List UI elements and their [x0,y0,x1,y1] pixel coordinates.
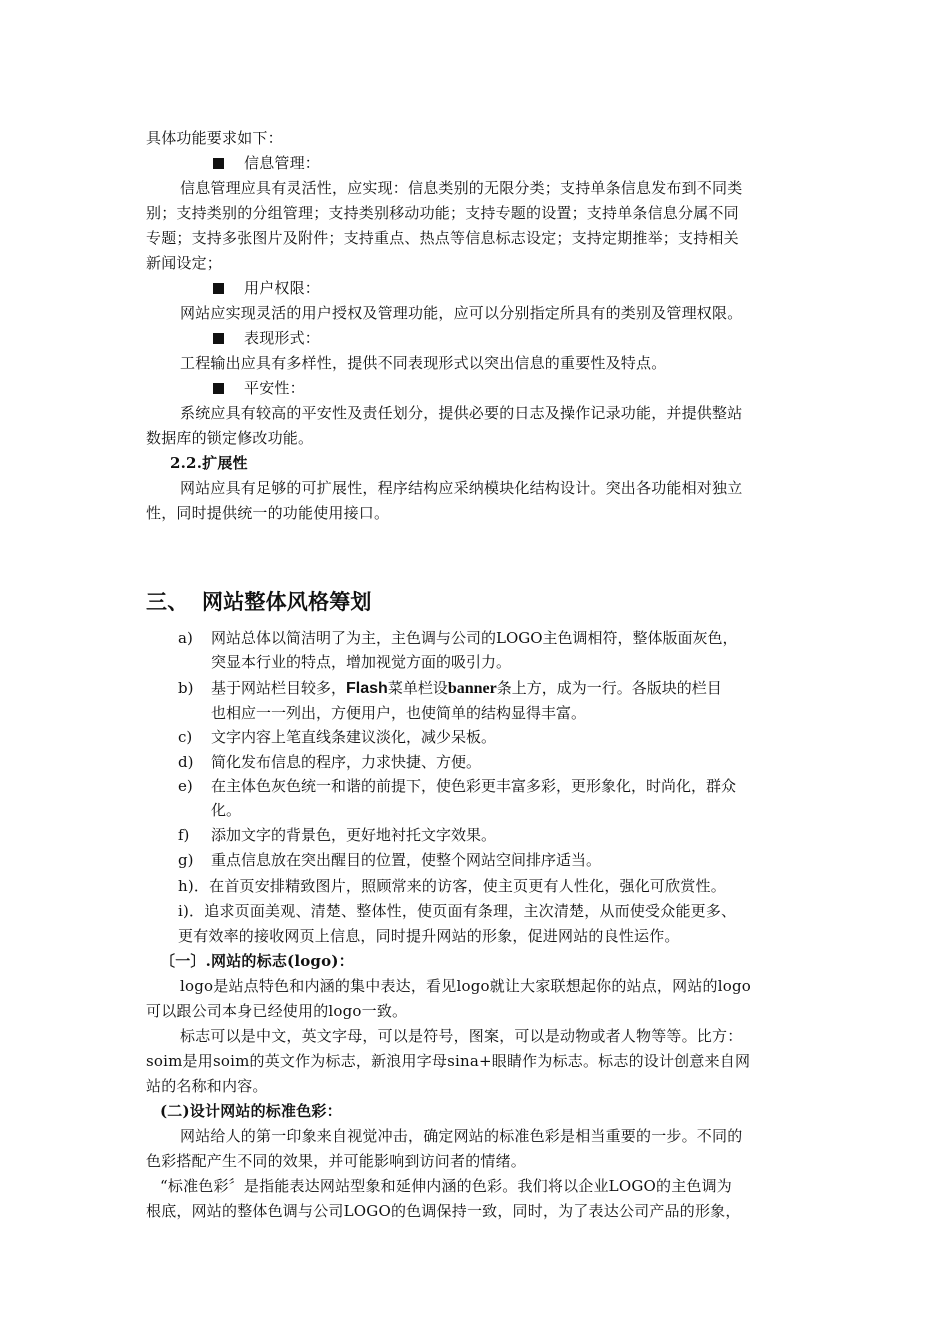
list-item: b) 基于网站栏目较多，Flash菜单栏设banner条上方，成为一行。各版块的栏目 也相应一一列出，方便用户，也使简单的结构显得丰富。 [178,676,806,724]
bullet-presentation: 表现形式： [213,328,873,348]
list-item: a) 网站总体以简洁明了为主，主色调与公司的LOGO主色调相符，整体版面灰色， 突显本行业的特点，增加视觉方面的吸引力。 [178,626,806,674]
list-item-i: i)．追求页面美观、清楚、整体性，使页面有条理，主次清楚，从而使受众能更多、 [178,902,737,920]
bullet-info-management: 信息管理： [213,153,873,173]
color-heading: (二)设计网站的标准色彩： [160,1102,342,1120]
intro-text: 具体功能要求如下： [146,129,283,147]
list-item: e) 在主体色灰色统一和谐的前提下，使色彩更丰富多彩，更形象化，时尚化，群众 化。 [178,774,806,822]
paragraph-line: 标志可以是中文，英文字母，可以是符号，图案，可以是动物或者人物等等。比方： [180,1027,743,1045]
square-bullet-icon [213,158,224,169]
list-marker: b) [178,679,194,697]
paragraph-line: 色彩搭配产生不同的效果，并可能影响到访问者的情绪。 [146,1152,527,1170]
paragraph-line: logo是站点特色和内涵的集中表达，看见logo就让大家联想起你的站点，网站的logo [180,977,751,995]
list-marker: f) [178,826,190,844]
square-bullet-icon [213,383,224,394]
list-marker: c) [178,728,193,746]
list-marker: d) [178,753,194,771]
paragraph-line: 数据库的锁定修改功能。 [146,429,314,447]
paragraph-line: 网站给人的第一印象来自视觉冲击，确定网站的标准色彩是相当重要的一步。不同的 [180,1127,743,1145]
paragraph-line: 信息管理应具有灵活性，应实现：信息类别的无限分类；支持单条信息发布到不同类 [180,179,743,197]
bullet-user-permission: 用户权限： [213,278,873,298]
list-item: c) 文字内容上笔直线条建议淡化，减少呆板。 [178,725,806,749]
paragraph-line: 站的名称和内容。 [146,1077,268,1095]
paragraph-line: 网站应具有足够的可扩展性，程序结构应采纳模块化结构设计。突出各功能相对独立 [180,479,743,497]
paragraph-line: 性，同时提供统一的功能使用接口。 [146,504,390,522]
section-number: 三、 [146,589,189,614]
paragraph-line: 系统应具有较高的平安性及责任划分，提供必要的日志及操作记录功能，并提供整站 [180,404,743,422]
section-title: 网站整体风格筹划 [202,589,372,614]
paragraph-line: 专题；支持多张图片及附件；支持重点、热点等信息标志设定；支持定期推举；支持相关 [146,229,739,247]
paragraph-line: soim是用soim的英文作为标志，新浪用字母sina+眼睛作为标志。标志的设计创意来自网 [146,1052,751,1070]
list-item-i-continued: 更有效率的接收网页上信息，同时提升网站的形象，促进网站的良性运作。 [178,927,680,945]
paragraph-line: 可以跟公司本身已经使用的logo一致。 [146,1002,408,1020]
list-marker: a) [178,629,193,647]
paragraph-line: 根底，网站的整体色调与公司LOGO的色调保持一致，同时，为了表达公司产品的形象， [146,1202,741,1220]
list-item: g) 重点信息放在突出醒目的位置，使整个网站空间排序适当。 [178,848,806,872]
paragraph-line: 别；支持类别的分组管理；支持类别移动功能；支持专题的设置；支持单条信息分属不同 [146,204,739,222]
list-marker: e) [178,777,193,795]
subsection-heading: 2.2.扩展性 [170,454,248,472]
square-bullet-icon [213,333,224,344]
section-heading [146,588,806,616]
paragraph-line: 新闻设定； [146,254,223,272]
list-item: f) 添加文字的背景色，更好地衬托文字效果。 [178,823,806,847]
bullet-security: 平安性： [213,378,873,398]
paragraph-line: 网站应实现灵活的用户授权及管理功能，应可以分别指定所具有的类别及管理权限。 [180,304,743,322]
list-marker: g) [178,851,194,869]
square-bullet-icon [213,283,224,294]
logo-heading: 〔一〕.网站的标志(logo)： [160,952,354,970]
paragraph-line: 工程输出应具有多样性，提供不同表现形式以突出信息的重要性及特点。 [180,354,667,372]
paragraph-line: “标准色彩〞是指能表达网站型象和延伸内涵的色彩。我们将以企业LOGO的主色调为 [160,1177,733,1195]
list-item-h: h)．在首页安排精致图片，照顾常来的访客，使主页更有人性化，强化可欣赏性。 [178,877,726,895]
list-item: d) 简化发布信息的程序，力求快捷、方便。 [178,750,806,774]
